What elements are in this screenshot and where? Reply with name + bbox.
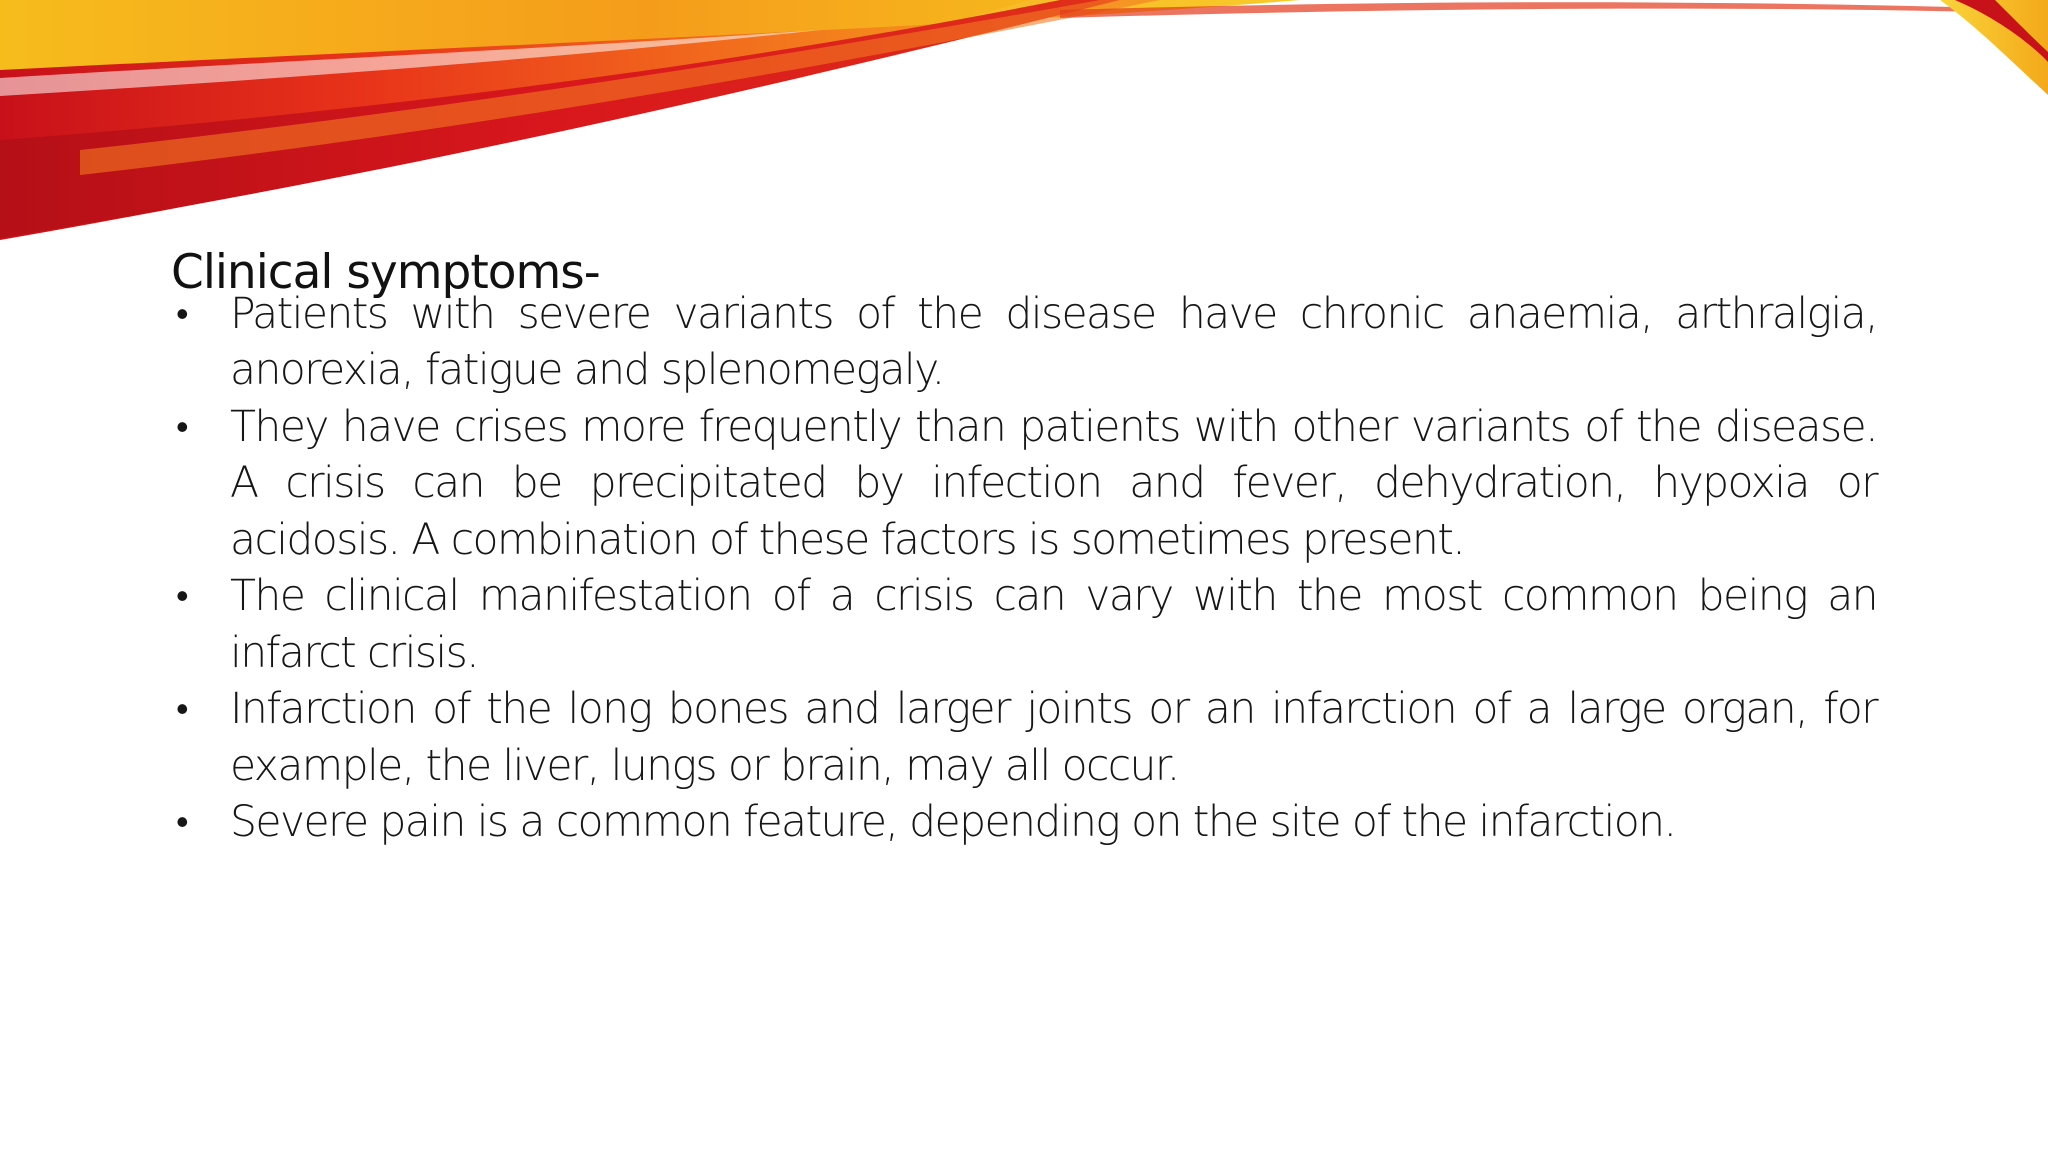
bullet-text: Infarction of the long bones and larger joints or an infarction of a large organ, for example, the liver, lungs or brain, may all occur.	[230, 685, 1877, 791]
bullet-item-2	[171, 400, 1877, 570]
bullet-marker: •	[176, 802, 188, 844]
bullet-text: They have crises more frequently than patients with other variants of the disease. A crisis can be precipitated by infection and fever, dehydration, hypoxia or acidosis. A combination of these factors is sometimes present.	[230, 402, 1877, 565]
decorative-swoosh-banner	[0, 0, 2048, 260]
slide-title: Clinical symptoms-	[171, 245, 600, 300]
bullet-text: Severe pain is a common feature, depending on the site of the infarction.	[230, 798, 1676, 848]
bullet-list	[171, 287, 1877, 852]
bullet-text: Patients with severe variants of the disease have chronic anaemia, arthralgia, anorexia, fatigue and splenomegaly.	[230, 289, 1877, 396]
bullet-marker: •	[176, 576, 188, 618]
bullet-marker: •	[176, 689, 188, 731]
bullet-marker: •	[176, 406, 188, 448]
bullet-text: The clinical manifestation of a crisis can vary with the most common being an infarct crisis.	[230, 572, 1877, 678]
bullet-marker: •	[176, 293, 188, 335]
bullet-item-1	[171, 287, 1877, 400]
bullet-item-4	[171, 682, 1877, 795]
slide-content	[171, 245, 1877, 852]
bullet-item-3	[171, 569, 1877, 682]
bullet-item-5	[171, 795, 1877, 852]
